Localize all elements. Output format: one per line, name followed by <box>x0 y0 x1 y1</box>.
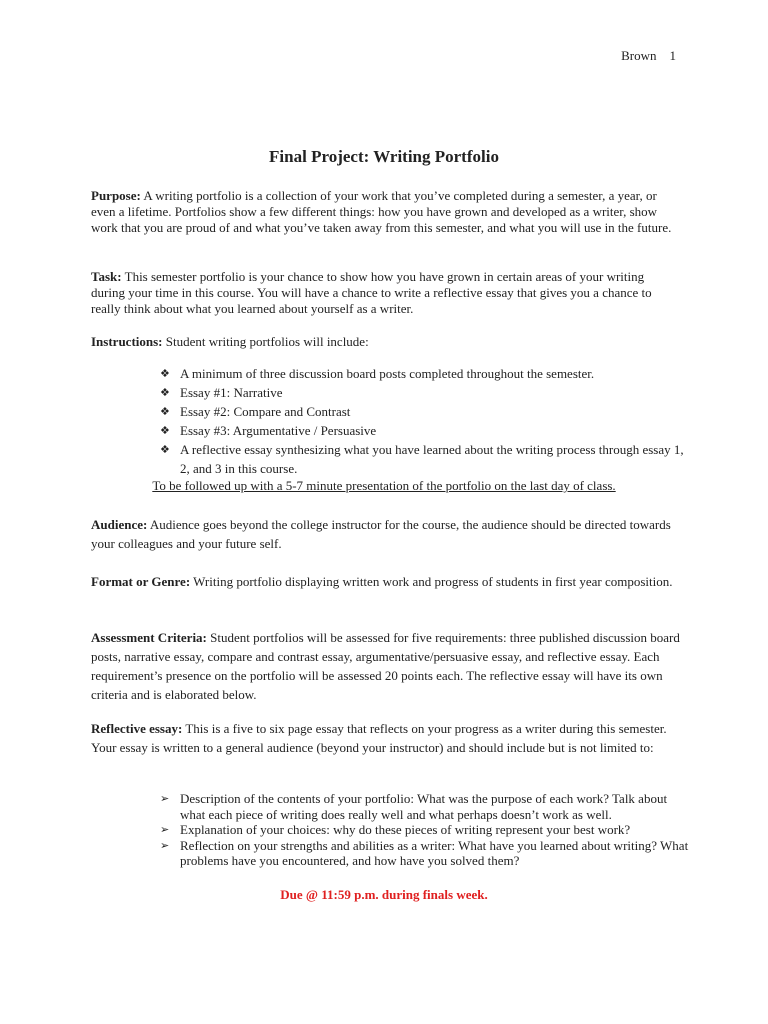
page-header: Brown 1 <box>621 48 676 63</box>
purpose-paragraph <box>91 188 681 236</box>
list-item: ❖ Essay #3: Argumentative / Persuasive <box>160 423 377 438</box>
list-item: ❖ A minimum of three discussion board posts completed throughout the semester. <box>160 366 595 381</box>
list-item: ❖ Essay #1: Narrative <box>160 385 283 400</box>
diamond-bullet-icon: ❖ <box>160 424 170 437</box>
list-item: ➢ Reflection on your strengths and abilities as a writer: What have you learned about writing? What problems have you encountered, and how have you solved them? <box>160 837 689 868</box>
instructions-paragraph <box>91 334 681 350</box>
list-item: ➢ Description of the contents of your portfolio: What was the purpose of each work? Talk about what each piece of writing does really well and what perhaps doesn’t work as well. <box>160 791 668 822</box>
assessment-label: Assessment Criteria: <box>91 630 207 645</box>
purpose-label: Purpose: <box>91 188 141 203</box>
reflective-text: This is a five to six page essay that reflects on your progress as a writer during this semester. Your essay is written to a general audience (beyond your instructor) and should include but is not limited to: <box>91 721 667 755</box>
format-text: Writing portfolio displaying written work and progress of students in first year composition. <box>190 574 673 589</box>
purpose-text: A writing portfolio is a collection of your work that you’ve completed during a semester, a year, or even a lifetime. Portfolios show a few different things: how you have grown and developed as a writer, show work that you are proud of and what you’ve taken away from this semester, and what you will use in the future. <box>91 188 672 235</box>
list-item: ❖ A reflective essay synthesizing what you have learned about the writing process through essay 1, 2, and 3 in this course. <box>160 442 684 476</box>
audience-paragraph <box>91 515 681 553</box>
list-item: ❖ Essay #2: Compare and Contrast <box>160 404 351 419</box>
reflective-paragraph <box>91 719 681 757</box>
instructions-text: Student writing portfolios will include: <box>162 334 369 349</box>
audience-label: Audience: <box>91 517 148 532</box>
task-label: Task: <box>91 269 122 284</box>
arrowhead-bullet-icon: ➢ <box>160 792 170 805</box>
diamond-bullet-icon: ❖ <box>160 367 170 380</box>
arrowhead-bullet-icon: ➢ <box>160 838 170 852</box>
document-title: Final Project: Writing Portfolio <box>269 147 499 166</box>
task-text: This semester portfolio is your chance to show how you have grown in certain areas of your writing during your time in this course. You will have a chance to write a reflective essay that gives you a chance to really think about what you learned about yourself as a writer. <box>91 269 652 316</box>
format-paragraph <box>91 572 681 591</box>
list-item: ➢ Explanation of your choices: why do these pieces of writing represent your best work? <box>160 822 631 837</box>
due-date: Due @ 11:59 p.m. during finals week. <box>280 887 488 902</box>
arrowhead-bullet-icon: ➢ <box>160 823 170 836</box>
reflective-list <box>160 791 690 869</box>
audience-text: Audience goes beyond the college instructor for the course, the audience should be directed towards your colleagues and your future self. <box>91 517 671 551</box>
instructions-list <box>160 364 690 478</box>
presentation-note: To be followed up with a 5-7 minute presentation of the portfolio on the last day of class. <box>152 478 616 493</box>
task-paragraph <box>91 269 681 317</box>
format-label: Format or Genre: <box>91 574 191 589</box>
assessment-text: Student portfolios will be assessed for five requirements: three published discussion board posts, narrative essay, compare and contrast essay, argumentative/persuasive essay, and reflective essay. Each requirement’s presence on the portfolio will be assessed 20 points each. The reflective essay will have its own criteria and is elaborated below. <box>91 630 680 702</box>
assessment-paragraph <box>91 628 681 704</box>
diamond-bullet-icon: ❖ <box>160 386 170 399</box>
instructions-label: Instructions: <box>91 334 163 349</box>
diamond-bullet-icon: ❖ <box>160 405 170 418</box>
diamond-bullet-icon: ❖ <box>160 443 170 456</box>
reflective-label: Reflective essay: <box>91 721 183 736</box>
